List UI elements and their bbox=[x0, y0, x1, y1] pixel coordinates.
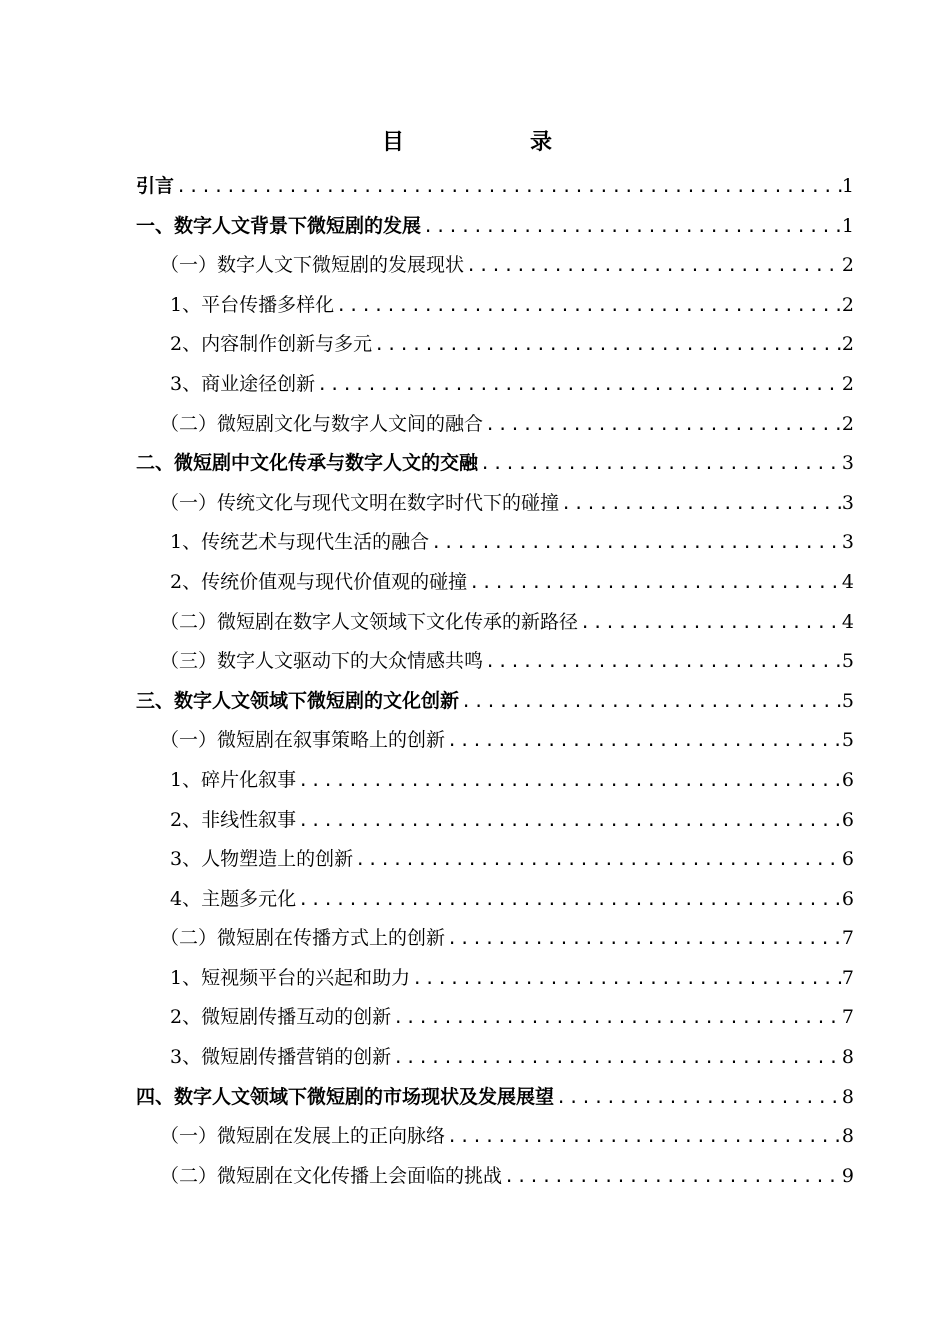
toc-entry[interactable] bbox=[136, 167, 854, 207]
toc-entry[interactable] bbox=[136, 325, 854, 365]
toc-entry[interactable] bbox=[136, 642, 854, 682]
toc-entry-title: 2、非线性叙事 bbox=[170, 808, 297, 831]
toc-dot-leader bbox=[464, 247, 842, 287]
toc-entry-title: （三）数字人文驱动下的大众情感共鸣 bbox=[160, 650, 484, 673]
toc-entry[interactable] bbox=[136, 523, 854, 563]
toc-page-number: 7 bbox=[841, 1006, 854, 1029]
toc-dot-leader bbox=[296, 802, 842, 842]
toc-page-number: 9 bbox=[841, 1164, 854, 1187]
toc-entry-title: 4、主题多元化 bbox=[170, 887, 297, 910]
toc-dot-leader bbox=[483, 643, 842, 683]
toc-page-number: 3 bbox=[841, 531, 854, 554]
toc-page-number: 1 bbox=[841, 175, 854, 197]
toc-entry[interactable] bbox=[136, 286, 854, 326]
toc-page-number: 7 bbox=[841, 927, 854, 950]
toc-page-number: 8 bbox=[841, 1125, 854, 1148]
toc-page-number: 8 bbox=[841, 1046, 854, 1069]
toc-dot-leader bbox=[391, 1039, 842, 1079]
toc-entry-title: 1、传统艺术与现代生活的融合 bbox=[170, 531, 430, 554]
toc-entry[interactable] bbox=[136, 919, 854, 959]
toc-entry-title: （二）微短剧在文化传播上会面临的挑战 bbox=[160, 1164, 503, 1187]
toc-entry-title: （一）传统文化与现代文明在数字时代下的碰撞 bbox=[160, 491, 560, 514]
toc-page-number: 2 bbox=[841, 333, 854, 356]
toc-dot-leader bbox=[391, 999, 842, 1039]
toc-dot-leader bbox=[315, 366, 842, 406]
toc-dot-leader bbox=[334, 287, 842, 327]
toc-page-number: 2 bbox=[841, 254, 854, 277]
toc-entry-title: （一）数字人文下微短剧的发展现状 bbox=[160, 254, 465, 277]
toc-entry[interactable] bbox=[136, 484, 854, 524]
toc-dot-leader bbox=[467, 564, 842, 604]
toc-entry-title: 引言 bbox=[136, 175, 175, 197]
toc-entry[interactable] bbox=[136, 1038, 854, 1078]
toc-entry[interactable] bbox=[136, 603, 854, 643]
toc-page-number: 2 bbox=[841, 412, 854, 435]
toc-entry[interactable] bbox=[136, 1078, 854, 1118]
toc-title: 目 录 bbox=[381, 129, 604, 155]
toc-entry-title: 二、微短剧中文化传承与数字人文的交融 bbox=[136, 452, 479, 475]
toc-page-number: 6 bbox=[841, 887, 854, 910]
toc-entry-title: 四、数字人文领域下微短剧的市场现状及发展展望 bbox=[136, 1085, 555, 1108]
toc-page-number: 6 bbox=[841, 848, 854, 871]
toc-dot-leader bbox=[559, 485, 842, 525]
toc-dot-leader bbox=[459, 683, 842, 723]
toc-entry-title: 2、传统价值观与现代价值观的碰撞 bbox=[170, 570, 468, 593]
toc-page-number: 3 bbox=[841, 452, 854, 475]
toc-entry[interactable] bbox=[136, 761, 854, 801]
toc-entry[interactable] bbox=[136, 207, 854, 247]
toc-dot-leader bbox=[410, 960, 842, 1000]
toc-entry[interactable] bbox=[136, 246, 854, 286]
toc-list bbox=[136, 167, 854, 1196]
toc-entry-title: 3、微短剧传播营销的创新 bbox=[170, 1046, 392, 1069]
toc-entry[interactable] bbox=[136, 365, 854, 405]
toc-page-number: 2 bbox=[841, 372, 854, 395]
toc-entry-title: （二）微短剧在传播方式上的创新 bbox=[160, 927, 446, 950]
toc-page-number: 2 bbox=[841, 293, 854, 316]
toc-dot-leader bbox=[296, 762, 842, 802]
toc-page-number: 4 bbox=[841, 570, 854, 593]
toc-dot-leader bbox=[353, 841, 842, 881]
toc-dot-leader bbox=[372, 326, 842, 366]
toc-entry[interactable] bbox=[136, 405, 854, 445]
toc-entry-title: 3、人物塑造上的创新 bbox=[170, 848, 354, 871]
toc-page-number: 4 bbox=[841, 610, 854, 633]
toc-entry[interactable] bbox=[136, 1157, 854, 1197]
toc-dot-leader bbox=[429, 524, 842, 564]
toc-entry-title: 2、内容制作创新与多元 bbox=[170, 333, 373, 356]
toc-entry[interactable] bbox=[136, 682, 854, 722]
toc-page-number: 6 bbox=[841, 768, 854, 791]
toc-page-number: 1 bbox=[841, 214, 854, 237]
toc-dot-leader bbox=[554, 1079, 842, 1119]
toc-entry-title: 1、平台传播多样化 bbox=[170, 293, 335, 316]
toc-entry-title: 三、数字人文领域下微短剧的文化创新 bbox=[136, 689, 460, 712]
toc-entry-title: （一）微短剧在发展上的正向脉络 bbox=[160, 1125, 446, 1148]
toc-entry-title: 1、短视频平台的兴起和助力 bbox=[170, 966, 411, 989]
toc-entry-title: 1、碎片化叙事 bbox=[170, 768, 297, 791]
toc-dot-leader bbox=[174, 168, 842, 208]
toc-entry[interactable] bbox=[136, 959, 854, 999]
toc-page-number: 5 bbox=[841, 729, 854, 752]
toc-entry[interactable] bbox=[136, 998, 854, 1038]
toc-page-number: 5 bbox=[841, 689, 854, 712]
toc-dot-leader bbox=[578, 604, 842, 644]
toc-entry-title: 一、数字人文背景下微短剧的发展 bbox=[136, 214, 422, 237]
toc-dot-leader bbox=[445, 920, 842, 960]
toc-entry[interactable] bbox=[136, 721, 854, 761]
toc-entry[interactable] bbox=[136, 444, 854, 484]
toc-entry-title: （一）微短剧在叙事策略上的创新 bbox=[160, 729, 446, 752]
toc-entry[interactable] bbox=[136, 563, 854, 603]
toc-dot-leader bbox=[421, 208, 842, 248]
toc-entry-title: （二）微短剧在数字人文领域下文化传承的新路径 bbox=[160, 610, 579, 633]
toc-page-number: 6 bbox=[841, 808, 854, 831]
toc-entry-title: 3、商业途径创新 bbox=[170, 372, 316, 395]
toc-entry[interactable] bbox=[136, 840, 854, 880]
toc-page-number: 7 bbox=[841, 966, 854, 989]
toc-entry[interactable] bbox=[136, 880, 854, 920]
toc-page-number: 3 bbox=[841, 491, 854, 514]
toc-dot-leader bbox=[445, 1118, 842, 1158]
toc-page-number: 8 bbox=[841, 1085, 854, 1108]
toc-dot-leader bbox=[483, 406, 842, 446]
toc-page-number: 5 bbox=[841, 650, 854, 673]
toc-dot-leader bbox=[502, 1158, 842, 1198]
toc-entry[interactable] bbox=[136, 801, 854, 841]
toc-entry[interactable] bbox=[136, 1117, 854, 1157]
toc-dot-leader bbox=[478, 445, 842, 485]
toc-dot-leader bbox=[296, 881, 842, 921]
toc-dot-leader bbox=[445, 722, 842, 762]
toc-entry-title: 2、微短剧传播互动的创新 bbox=[170, 1006, 392, 1029]
toc-entry-title: （二）微短剧文化与数字人文间的融合 bbox=[160, 412, 484, 435]
